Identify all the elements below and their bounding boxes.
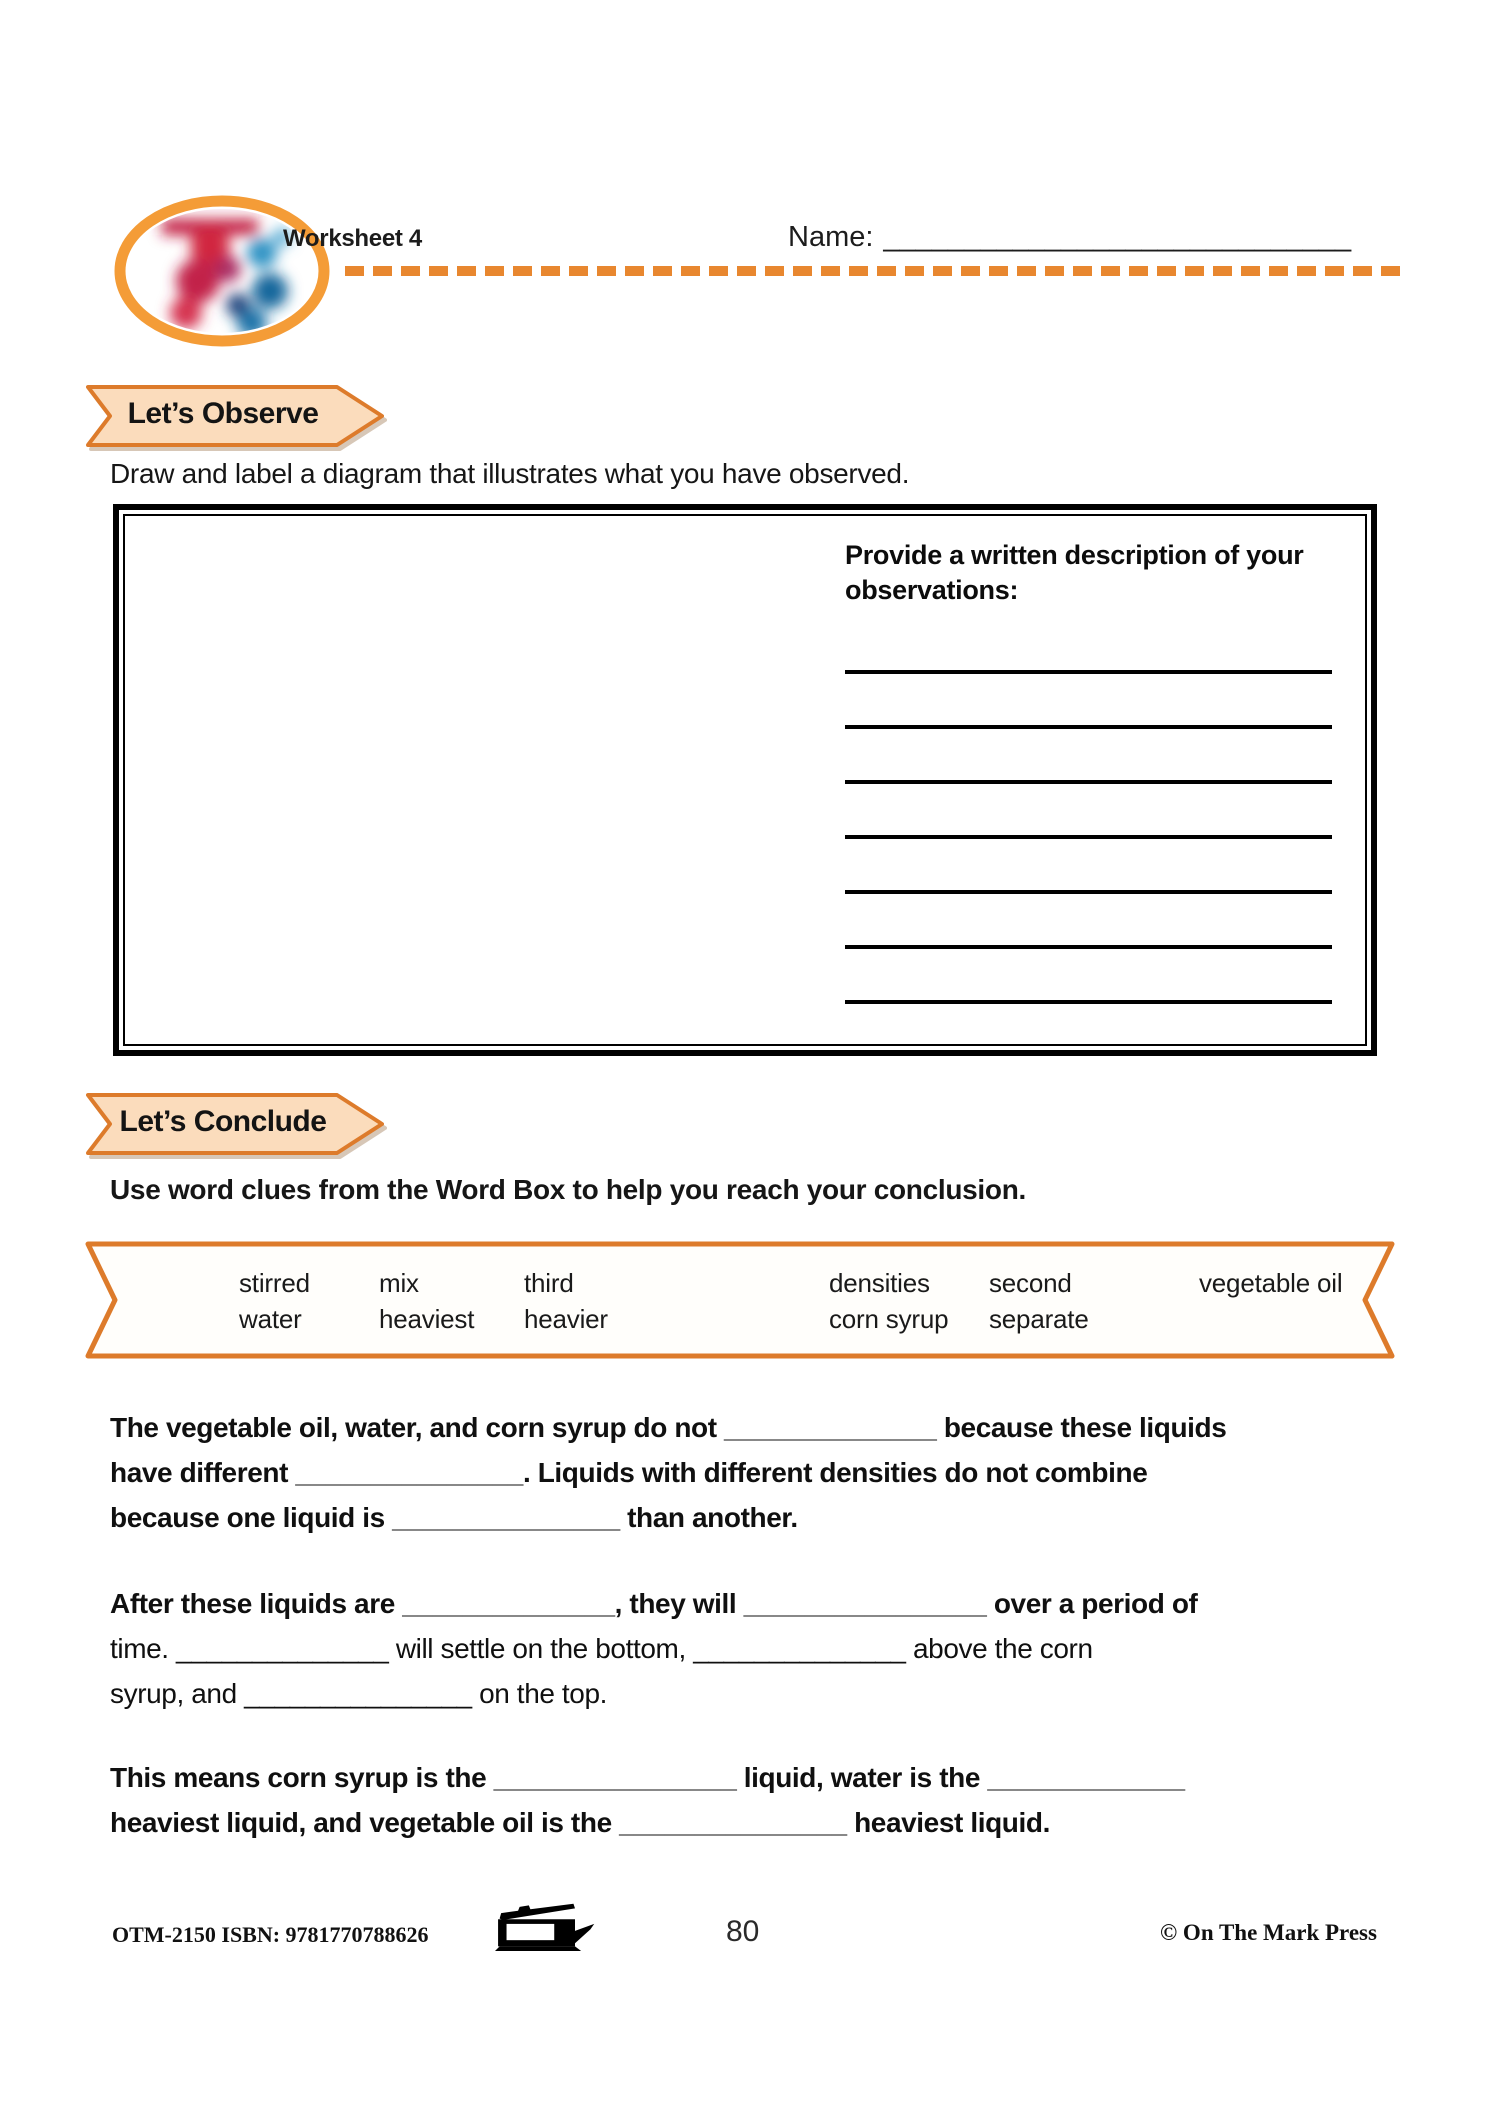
word-box-term: third	[524, 1268, 574, 1298]
ink-in-water-logo	[110, 195, 334, 353]
word-box-term: densities	[829, 1268, 930, 1298]
name-write-line: _____________________________	[883, 221, 1352, 253]
word-box-term: mix	[379, 1268, 419, 1298]
word-box-term: vegetable oil	[1199, 1268, 1343, 1298]
photocopier-icon	[495, 1903, 595, 1951]
dashed-divider	[345, 266, 1405, 276]
conclusion-line: have different _______________. Liquids with different densities do not combine	[110, 1457, 1148, 1488]
observation-description-heading: Provide a written description of your observations:	[845, 540, 1304, 605]
word-box-term: water	[239, 1304, 302, 1334]
word-box-term: heaviest	[379, 1304, 475, 1334]
lets-observe-title: Let’s Observe	[127, 397, 319, 430]
word-box-term: corn syrup	[829, 1304, 949, 1334]
conclusion-line: because one liquid is _______________ than another.	[110, 1502, 798, 1533]
answer-line	[845, 780, 1332, 784]
footer-copyright: © On The Mark Press	[1160, 1920, 1377, 1945]
lets-observe-banner	[85, 384, 387, 448]
answer-line	[845, 1000, 1332, 1004]
footer-code-isbn: OTM-2150 ISBN: 9781770788626	[112, 1922, 429, 1947]
answer-line	[845, 670, 1332, 674]
name-label: Name:	[788, 221, 874, 253]
conclusion-line: time. ______________ will settle on the bottom, ______________ above the corn	[110, 1633, 1093, 1664]
conclusion-line: After these liquids are ______________, they will ________________ over a period of	[110, 1588, 1198, 1619]
answer-line	[845, 835, 1332, 839]
name-field	[788, 221, 1351, 254]
conclusion-line: heaviest liquid, and vegetable oil is the _______________ heaviest liquid.	[110, 1807, 1050, 1838]
observe-instruction: Draw and label a diagram that illustrates what you have observed.	[110, 458, 910, 489]
worksheet-number-label: Worksheet 4	[283, 225, 422, 252]
answer-line	[845, 945, 1332, 949]
answer-line	[845, 725, 1332, 729]
lets-conclude-banner	[85, 1092, 387, 1156]
answer-line	[845, 890, 1332, 894]
page-number: 80	[726, 1915, 760, 1948]
word-box	[84, 1240, 1396, 1360]
conclusion-line: This means corn syrup is the ________________ liquid, water is the _____________	[110, 1762, 1185, 1793]
conclusion-line: The vegetable oil, water, and corn syrup do not ______________ because these liquids	[110, 1412, 1227, 1443]
word-box-term: stirred	[239, 1268, 310, 1298]
word-box-term: heavier	[524, 1304, 608, 1334]
word-box-term: second	[989, 1268, 1072, 1298]
lets-conclude-title: Let’s Conclude	[119, 1105, 327, 1138]
conclusion-line: syrup, and _______________ on the top.	[110, 1678, 608, 1709]
word-box-term: separate	[989, 1304, 1089, 1334]
conclude-instruction: Use word clues from the Word Box to help you reach your conclusion.	[110, 1174, 1026, 1205]
